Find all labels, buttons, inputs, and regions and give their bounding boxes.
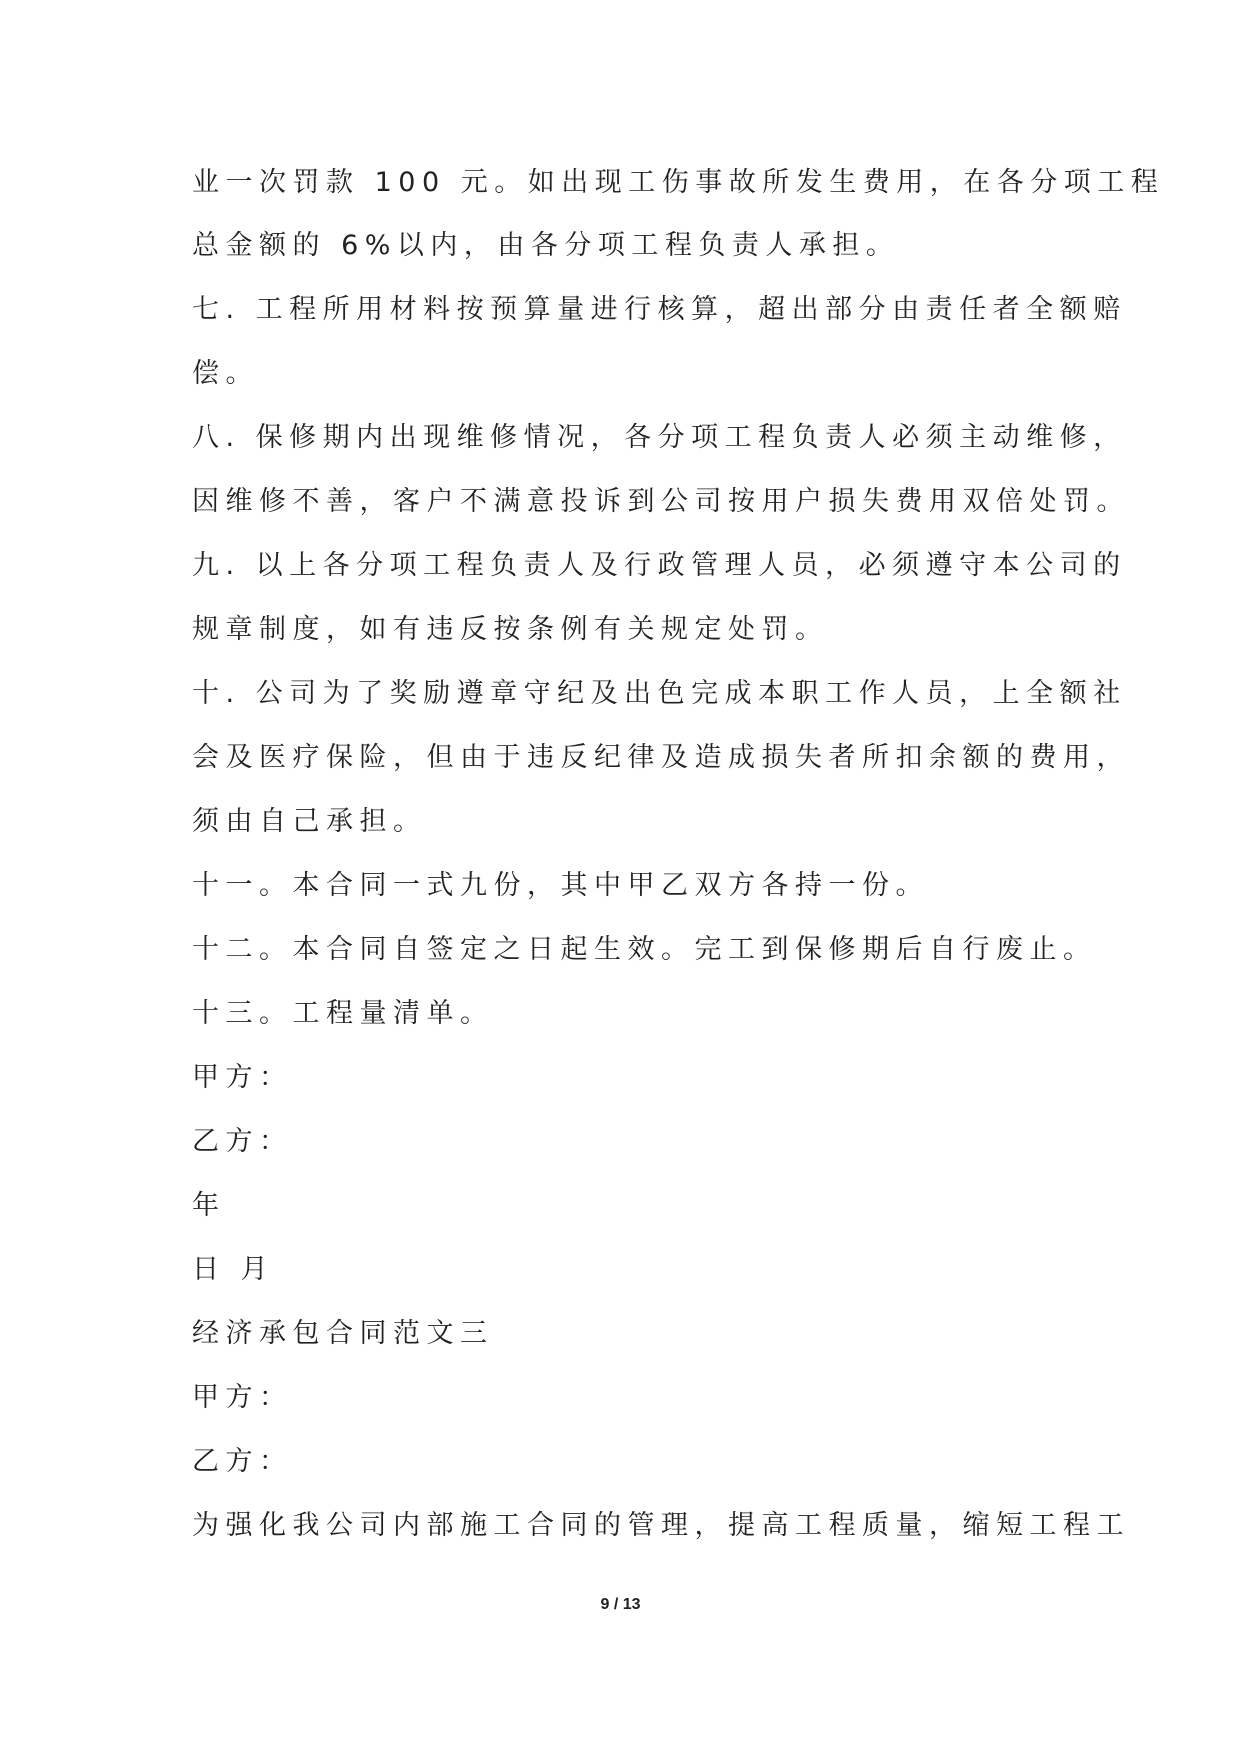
text-line: 八. 保修期内出现维修情况，各分项工程负责人必须主动维修， [192, 422, 1127, 453]
text-line: 十. 公司为了奖励遵章守纪及出色完成本职工作人员，上全额社 [192, 678, 1127, 709]
text-line: 七. 工程所用材料按预算量进行核算，超出部分由责任者全额赔 [192, 294, 1127, 325]
text-line: 因维修不善，客户不满意投诉到公司按用户损失费用双倍处罚。 [192, 486, 1130, 517]
text-line: 十二。本合同自签定之日起生效。完工到保修期后自行废止。 [192, 934, 1097, 965]
text-line: 九. 以上各分项工程负责人及行政管理人员，必须遵守本公司的 [192, 550, 1127, 581]
text-line: 十一。本合同一式九份，其中甲乙双方各持一份。 [192, 870, 929, 901]
text-line: 偿。 [192, 358, 259, 389]
text-line: 会及医疗保险，但由于违反纪律及造成损失者所扣余额的费用， [192, 742, 1130, 773]
text-line: 十三。工程量清单。 [192, 998, 494, 1029]
page-number: 9 / 13 [600, 1596, 641, 1613]
party-b-label: 乙方： [192, 1126, 293, 1157]
text-line: 须由自己承担。 [192, 806, 427, 837]
party-a-label: 甲方： [192, 1382, 293, 1413]
text-line: 为强化我公司内部施工合同的管理，提高工程质量，缩短工程工 [192, 1510, 1130, 1541]
year-label: 年 [192, 1190, 226, 1221]
text-line: 规章制度，如有违反按条例有关规定处罚。 [192, 614, 829, 645]
party-a-label: 甲方： [192, 1062, 293, 1093]
day-month-label: 日 月 [192, 1254, 275, 1285]
party-b-label: 乙方： [192, 1446, 293, 1477]
text-line: 总金额的 6%以内，由各分项工程负责人承担。 [192, 230, 900, 261]
section-heading: 经济承包合同范文三 [192, 1318, 494, 1349]
text-line: 业一次罚款 100 元。如出现工伤事故所发生费用，在各分项工程 [192, 167, 1165, 198]
